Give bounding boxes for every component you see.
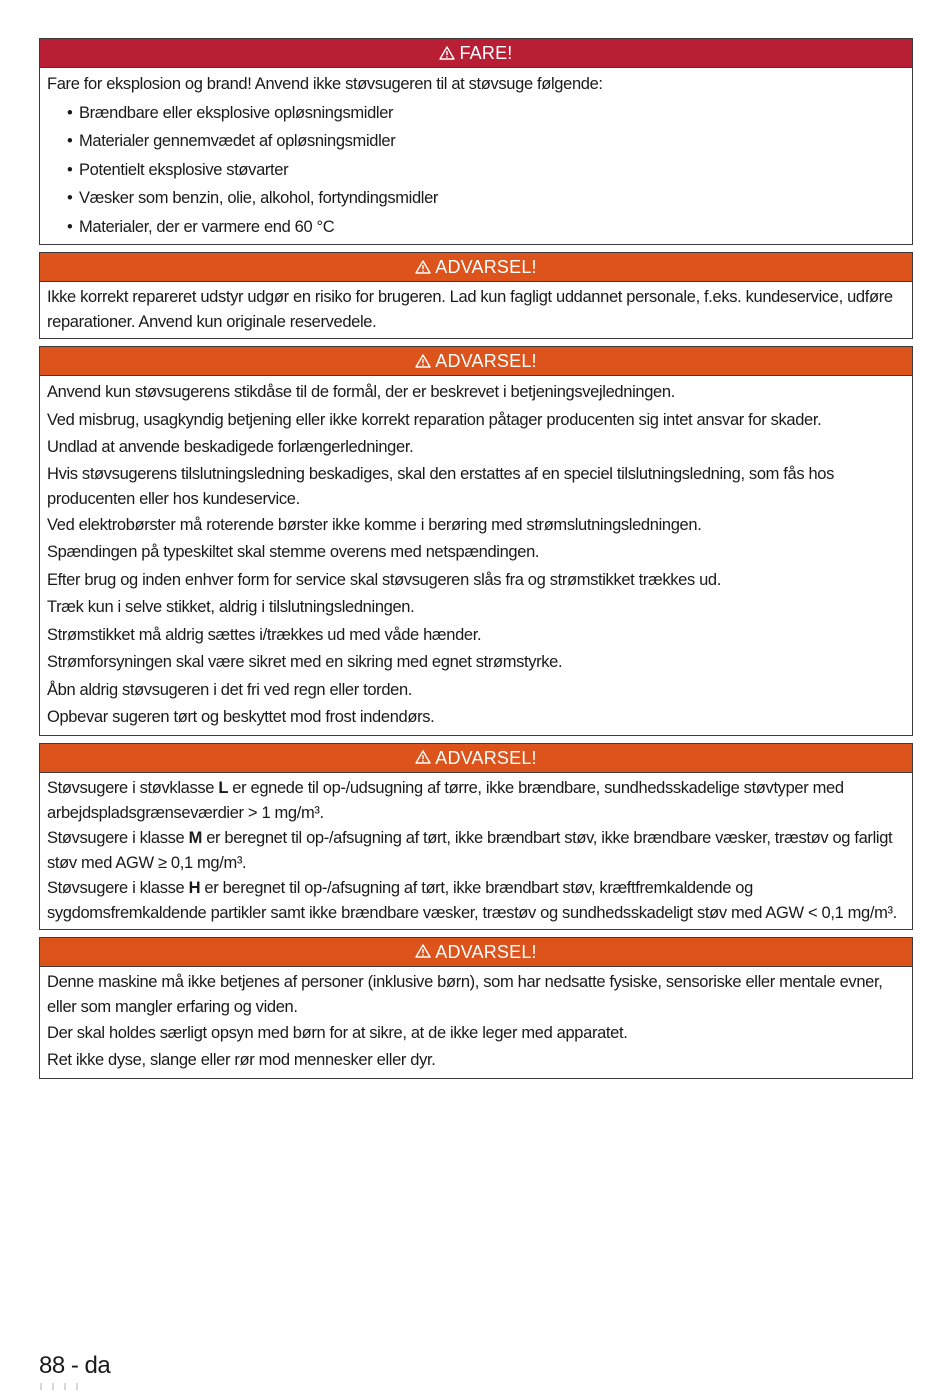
paragraph: Hvis støvsugerens tilslutningsledning beskadiges, skal den erstattes af en speciel tilslutningsledning, som fås hos producenten eller hos kundeservice. (47, 464, 835, 508)
danger-intro: Fare for eksplosion og brand! Anvend ikke støvsugeren til at støvsuge følgende: (47, 75, 603, 93)
paragraph: Ved elektrobørster må roterende børster ikke komme i berøring med strømslutningsledningen. (47, 515, 702, 534)
danger-bullet-list (47, 99, 905, 242)
warning-box-dust-classes (39, 743, 913, 930)
warning-body (40, 376, 912, 735)
paragraph: Træk kun i selve stikket, aldrig i tilslutningsledningen. (47, 598, 415, 616)
warning-header (40, 347, 912, 376)
list-item: • Materialer gennemvædet af opløsningsmidler (67, 127, 905, 156)
paragraph: Anvend kun støvsugerens stikdåse til de formål, der er beskrevet i betjeningsvejledningen. (47, 383, 675, 401)
dust-class-letter: M (188, 828, 202, 847)
warning-header-label: ADVARSEL! (435, 257, 537, 277)
paragraph: Undlad at anvende beskadigede forlængerledninger. (47, 438, 414, 456)
dust-class-text: Støvsugere i klasse (47, 878, 189, 897)
list-item: • Brændbare eller eksplosive opløsningsmidler (67, 99, 905, 128)
dust-class-paragraph (47, 826, 905, 876)
danger-header (40, 39, 912, 68)
paragraph: Denne maskine må ikke betjenes af personer (inklusive børn), som har nedsatte fysiske, sensoriske eller mentale evner, eller som mangler erfaring og viden. (47, 972, 883, 1016)
paragraph: Ikke korrekt repareret udstyr udgør en risiko for brugeren. Lad kun fagligt uddannet personale, f.eks. kundeservice, udføre reparationer. Anvend kun originale reservedele. (47, 288, 893, 331)
paragraph: Efter brug og inden enhver form for service skal støvsugeren slås fra og strømstikket trækkes ud. (47, 570, 721, 589)
warning-box-persons (39, 937, 913, 1079)
dust-class-text: Støvsugere i støvklasse (47, 778, 219, 797)
list-item: • Potentielt eksplosive støvarter (67, 156, 905, 185)
warning-header-label: ADVARSEL! (435, 941, 537, 962)
warning-header (40, 938, 912, 967)
danger-header-label: FARE! (459, 43, 513, 63)
warning-triangle-icon (415, 944, 431, 958)
warning-body (40, 967, 912, 1078)
warning-body (40, 282, 912, 338)
danger-body (40, 68, 912, 244)
dust-class-text: er beregnet til op-/afsugning af tørt, ikke brændbart støv, ikke brændbare væsker, træstøv og farligt støv med AGW ≥ 0,1 mg/m³. (47, 828, 893, 872)
warning-box-repair (39, 252, 913, 339)
paragraph: Der skal holdes særligt opsyn med børn for at sikre, at de ikke leger med apparatet. (47, 1023, 628, 1042)
warning-header (40, 253, 912, 282)
paragraph: Ret ikke dyse, slange eller rør mod mennesker eller dyr. (47, 1051, 436, 1069)
warning-triangle-icon (415, 260, 431, 274)
paragraph: Spændingen på typeskiltet skal stemme overens med netspændingen. (47, 543, 540, 561)
dust-class-letter: L (218, 778, 229, 797)
danger-box (39, 38, 913, 245)
dust-class-paragraph (47, 776, 905, 826)
dust-class-text: er egnede til op-/udsugning af tørre, ikke brændbare, sundhedsskadelige støvtyper med arbejdspladsgrænseværdier > 1 mg/m³. (47, 778, 844, 822)
paragraph: Opbevar sugeren tørt og beskyttet mod frost indendørs. (47, 708, 435, 726)
paragraph: Ved misbrug, usagkyndig betjening eller ikke korrekt reparation påtager producenten sig intet ansvar for skader. (47, 410, 822, 429)
warning-box-electrical (39, 346, 913, 736)
dust-class-paragraph (47, 876, 905, 926)
warning-header-label: ADVARSEL! (435, 351, 537, 371)
warning-triangle-icon (415, 354, 431, 368)
dust-class-letter: H (188, 878, 201, 897)
dust-class-text: er beregnet til op-/afsugning af tørt, ikke brændbart støv, kræftfremkaldende og sygdomsfremkaldende partikler samt ikke brændbare væsker, træstøv og sundhedsskadeligt støv med AGW < 0,1 mg/m³. (47, 878, 897, 922)
warning-header (40, 744, 912, 773)
list-item: • Væsker som benzin, olie, alkohol, fortyndingsmidler (67, 184, 905, 213)
dust-class-text: Støvsugere i klasse (47, 828, 189, 847)
warning-body (40, 773, 912, 929)
warning-triangle-icon (439, 46, 455, 60)
paragraph: Åbn aldrig støvsugeren i det fri ved regn eller torden. (47, 680, 413, 699)
footer-ghost-marks (40, 1380, 110, 1390)
warning-header-label: ADVARSEL! (435, 747, 537, 768)
paragraph: Strømforsyningen skal være sikret med en sikring med egnet strømstyrke. (47, 653, 563, 671)
page-number: 88 - da (39, 1352, 111, 1379)
list-item: • Materialer, der er varmere end 60 °C (67, 213, 905, 242)
safety-instructions-page (39, 38, 913, 1086)
paragraph: Strømstikket må aldrig sættes i/trækkes ud med våde hænder. (47, 625, 482, 644)
warning-triangle-icon (415, 750, 431, 764)
